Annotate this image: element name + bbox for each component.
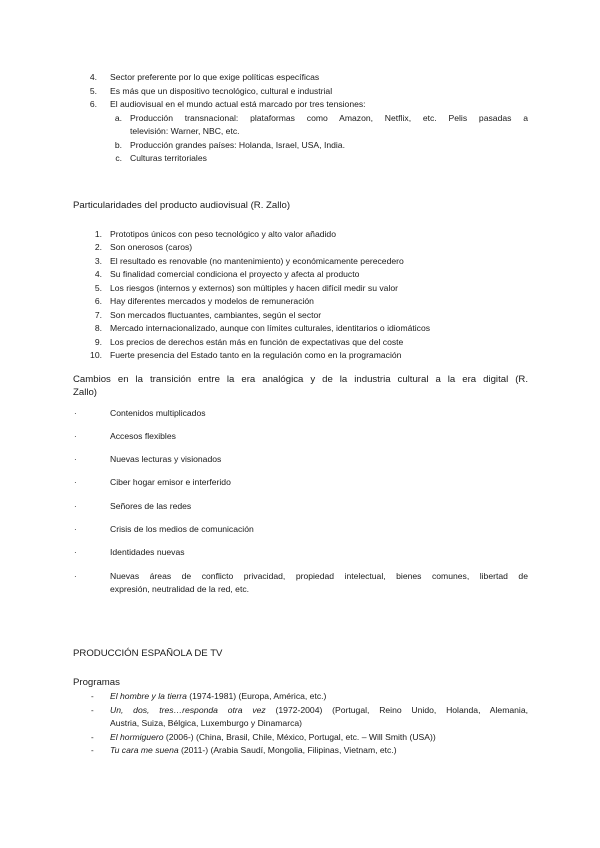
bullet-icon: · <box>74 455 77 464</box>
bullet-icon: · <box>74 409 77 418</box>
list-number: 6. <box>94 296 102 306</box>
programa-item <box>110 705 528 716</box>
programa-detail: (2006-) (China, Brasil, Chile, México, Portugal, etc. – Will Smith (USA)) <box>163 732 436 742</box>
sublist-item: Culturas territoriales <box>130 153 207 163</box>
list-number: 7. <box>94 310 102 320</box>
list-number: 1. <box>94 229 102 239</box>
dash-icon: - <box>91 746 94 755</box>
list-item: El resultado es renovable (no mantenimiento) y económicamente perecedero <box>110 256 404 266</box>
programa-title: El hombre y la tierra <box>110 691 187 701</box>
section-title-produccion: PRODUCCIÓN ESPAÑOLA DE TV <box>73 648 223 659</box>
bullet-icon: · <box>74 502 77 511</box>
sublist-letter: c. <box>115 153 122 163</box>
programa-item-continued: Austria, Suiza, Bélgica, Luxemburgo y Dinamarca) <box>110 718 303 728</box>
list-item: El audiovisual en el mundo actual está marcado por tres tensiones: <box>110 99 366 109</box>
programa-title: Un, dos, tres…responda otra vez <box>110 705 266 715</box>
list-number: 9. <box>94 337 102 347</box>
sublist-item: Producción transnacional: plataformas como Amazon, Netflix, etc. Pelis pasadas a <box>130 113 528 123</box>
programa-detail: (2011-) (Arabia Saudí, Mongolia, Filipinas, Vietnam, etc.) <box>178 745 397 755</box>
bullet-item: Accesos flexibles <box>110 431 176 441</box>
list-item: Fuerte presencia del Estado tanto en la regulación como en la programación <box>110 350 402 360</box>
sublist-item: Producción grandes países: Holanda, Israel, USA, India. <box>130 140 345 150</box>
programa-detail: (1972-2004) (Portugal, Reino Unido, Holanda, Alemania, <box>265 705 529 715</box>
list-item: Hay diferentes mercados y modelos de remuneración <box>110 296 314 306</box>
list-number: 8. <box>94 323 102 333</box>
programa-title: El hormiguero <box>110 732 164 742</box>
bullet-icon: · <box>74 478 77 487</box>
dash-icon: - <box>91 706 94 715</box>
bullet-icon: · <box>74 548 77 557</box>
list-number: 6. <box>89 99 97 109</box>
bullet-item: Contenidos multiplicados <box>110 408 206 418</box>
bullet-item-continued: expresión, neutralidad de la red, etc. <box>110 584 250 594</box>
bullet-item: Identidades nuevas <box>110 547 185 557</box>
programa-item <box>110 745 397 756</box>
bullet-item: Nuevas lecturas y visionados <box>110 454 222 464</box>
list-number: 10. <box>90 350 102 360</box>
bullet-icon: · <box>74 525 77 534</box>
programa-item <box>110 691 326 702</box>
list-number: 4. <box>94 269 102 279</box>
list-item: Son onerosos (caros) <box>110 242 193 252</box>
bullet-item: Señores de las redes <box>110 501 192 511</box>
list-item: Los precios de derechos están más en función de expectativas que del coste <box>110 337 404 347</box>
list-item: Es más que un dispositivo tecnológico, cultural e industrial <box>110 86 333 96</box>
list-item: Prototipos únicos con peso tecnológico y alto valor añadido <box>110 229 336 239</box>
programa-title: Tu cara me suena <box>110 745 179 755</box>
list-item: Mercado internacionalizado, aunque con límites culturales, identitarios o idiomáticos <box>110 323 431 333</box>
section-title-cambios: Cambios en la transición entre la era analógica y de la industria cultural a la era digital (R. <box>73 374 528 385</box>
dash-icon: - <box>91 733 94 742</box>
programa-detail: (1974-1981) (Europa, América, etc.) <box>186 691 327 701</box>
section-title-particularidades: Particularidades del producto audiovisual (R. Zallo) <box>73 200 291 211</box>
programa-item <box>110 732 436 743</box>
list-number: 5. <box>89 86 97 96</box>
programas-label: Programas <box>73 677 120 688</box>
sublist-letter: a. <box>114 113 122 123</box>
sublist-item-continued: televisión: Warner, NBC, etc. <box>130 126 240 136</box>
bullet-item: Crisis de los medios de comunicación <box>110 524 254 534</box>
bullet-icon: · <box>74 572 77 581</box>
list-item: Son mercados fluctuantes, cambiantes, según el sector <box>110 310 322 320</box>
dash-icon: - <box>91 692 94 701</box>
list-number: 2. <box>94 242 102 252</box>
list-item: Los riesgos (internos y externos) son múltiples y hacen difícil medir su valor <box>110 283 399 293</box>
sublist-letter: b. <box>114 140 122 150</box>
list-number: 5. <box>94 283 102 293</box>
list-number: 3. <box>94 256 102 266</box>
bullet-icon: · <box>74 432 77 441</box>
list-number: 4. <box>89 72 97 82</box>
list-item: Sector preferente por lo que exige políticas específicas <box>110 72 320 82</box>
section-title-cambios-continued: Zallo) <box>73 387 97 398</box>
bullet-item: Ciber hogar emisor e interferido <box>110 477 231 487</box>
bullet-item: Nuevas áreas de conflicto privacidad, propiedad intelectual, bienes comunes, libertad de <box>110 571 528 581</box>
list-item: Su finalidad comercial condiciona el proyecto y afecta al producto <box>110 269 360 279</box>
